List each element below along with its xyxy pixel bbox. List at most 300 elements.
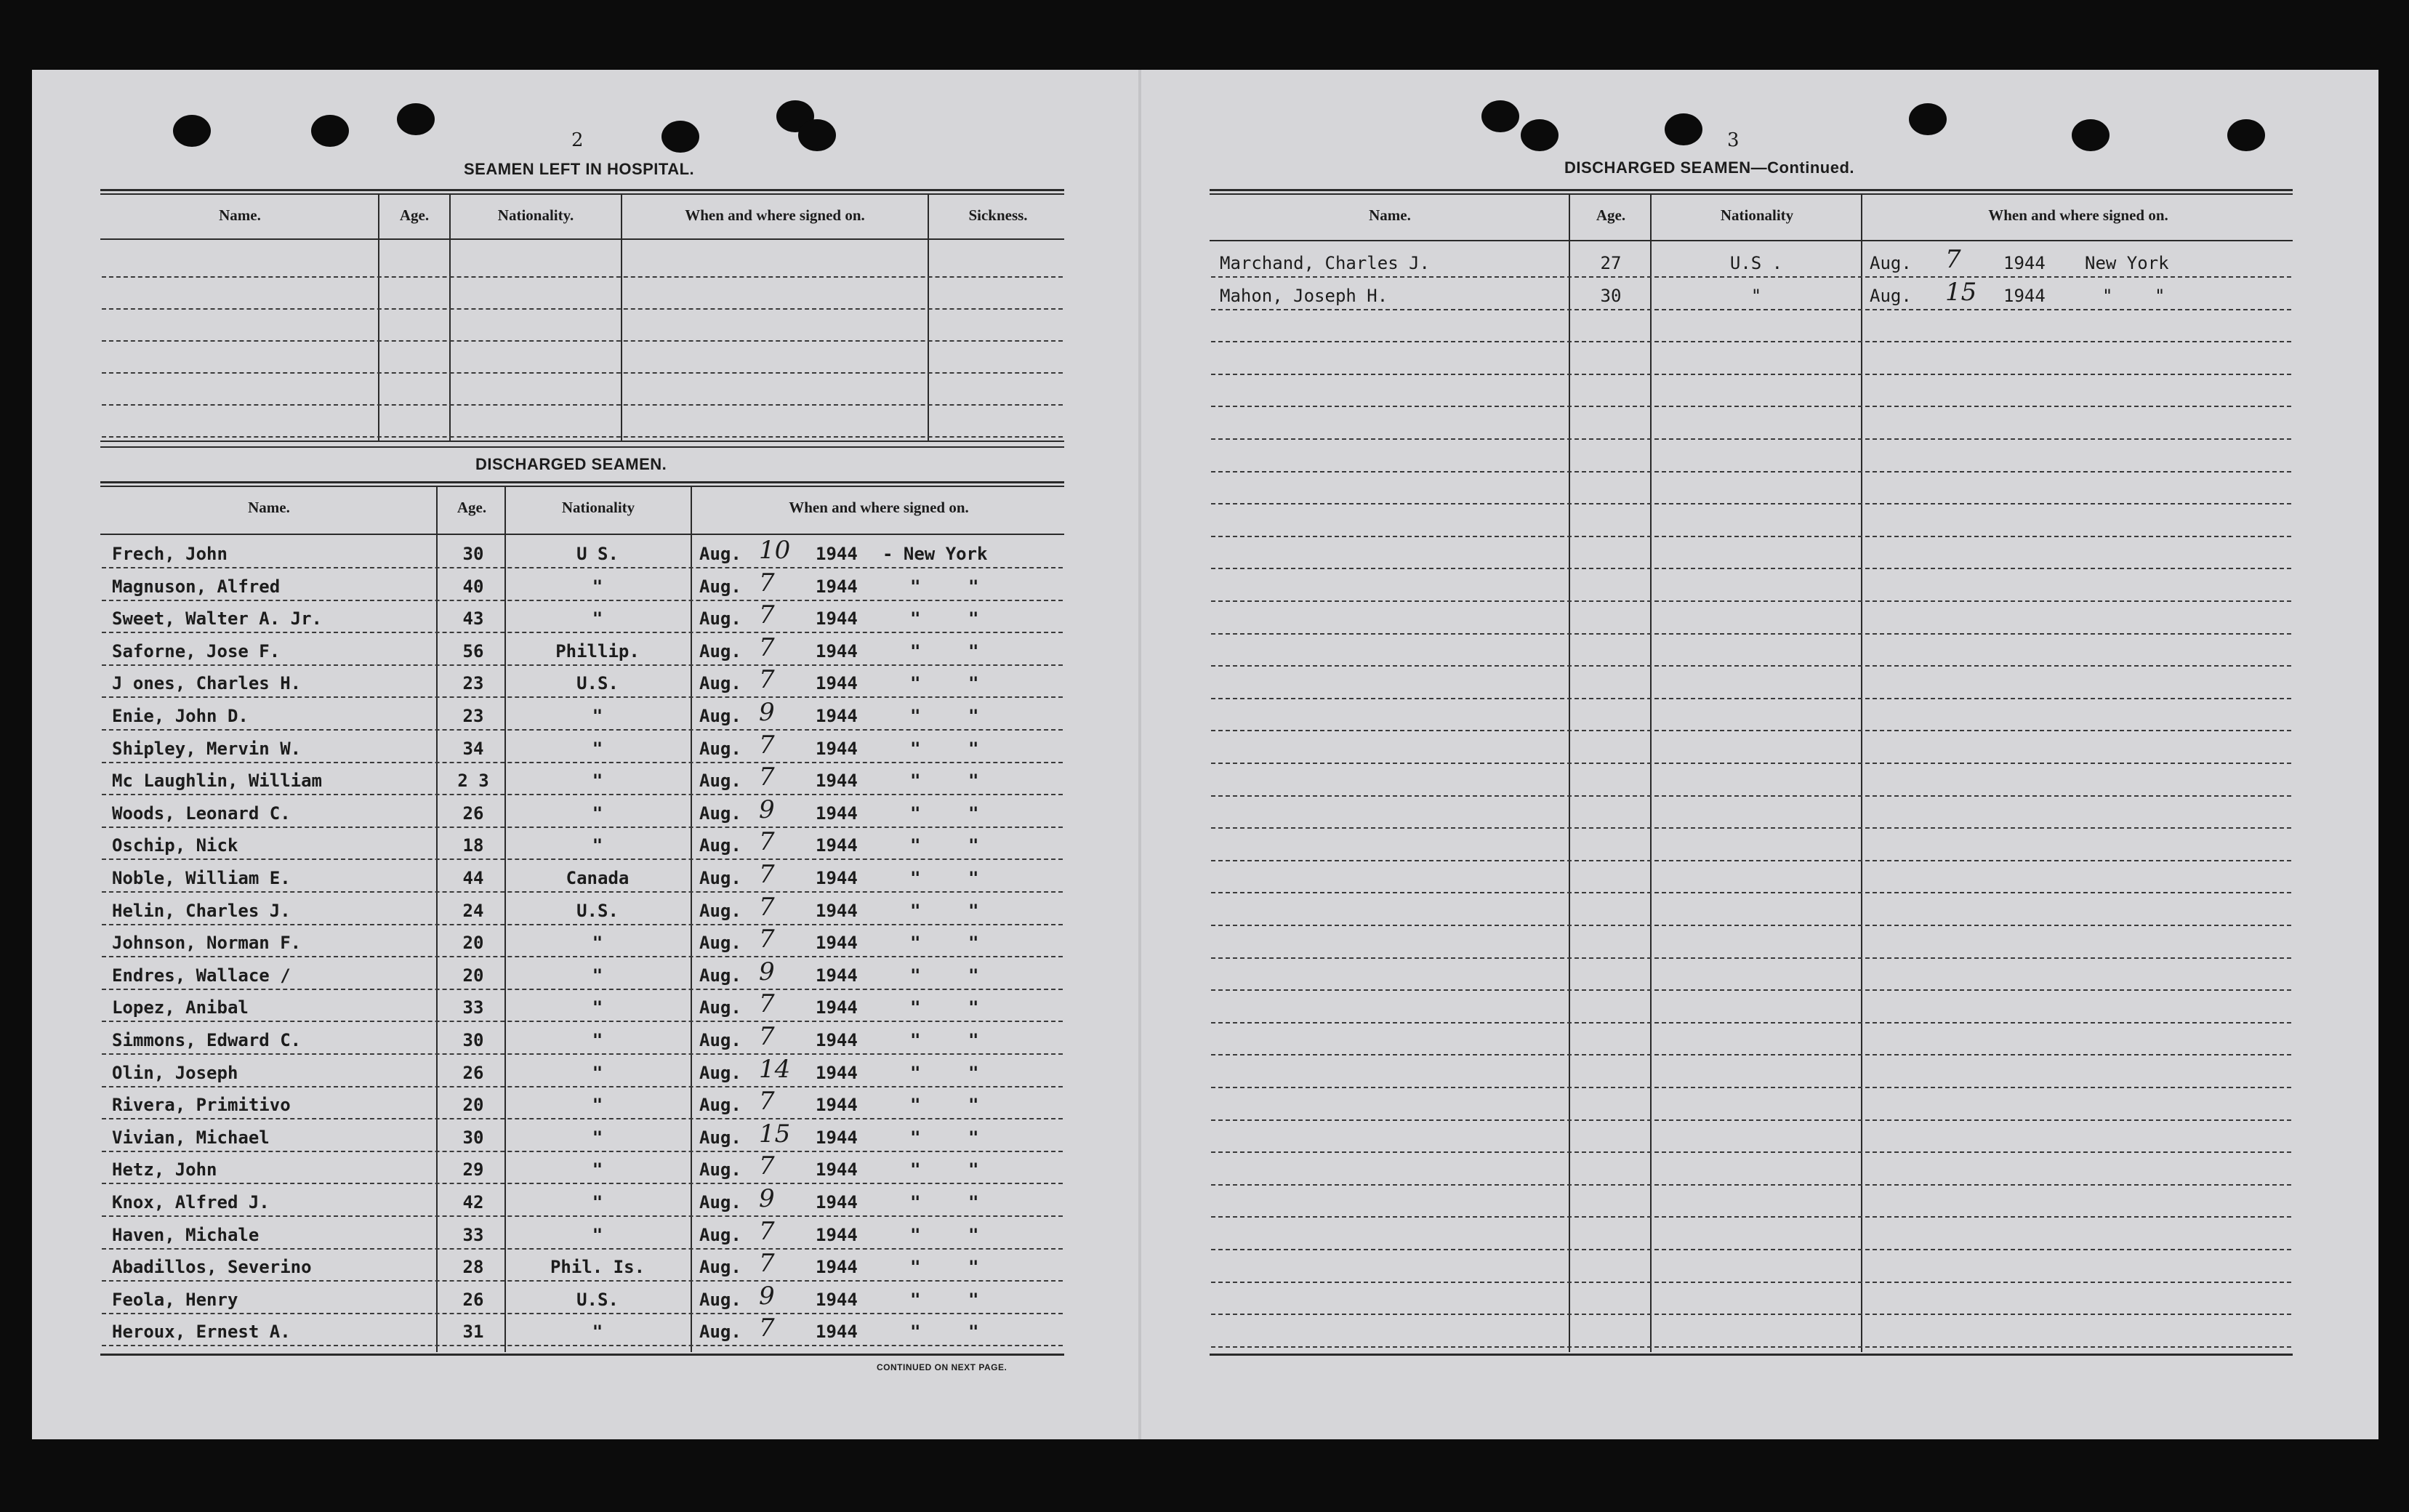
table-rule (100, 534, 1064, 535)
signed-on-year: 1944 (816, 997, 858, 1018)
dashed-row-line (1211, 860, 2291, 861)
hospital-col-nationality: Nationality. (497, 206, 574, 224)
signed-on-day: 7 (759, 731, 775, 760)
ditto-mark: " (968, 1322, 979, 1342)
ditto-mark: " (968, 901, 979, 921)
seaman-nationality: " (592, 771, 603, 791)
signed-on-month: Aug. (1870, 286, 1912, 306)
signed-on-day: 15 (1945, 278, 1977, 307)
dashed-row-line (1211, 1022, 2291, 1024)
seaman-nationality: " (592, 933, 603, 953)
signed-on-year: 1944 (2003, 286, 2046, 306)
signed-on-month: Aug. (699, 1127, 741, 1148)
dashed-row-line (1211, 730, 2291, 731)
seaman-age: 29 (462, 1159, 484, 1180)
dashed-row-line (1211, 503, 2291, 504)
ditto-mark: " (910, 1063, 921, 1083)
ditto-mark: " (910, 1159, 921, 1180)
seaman-name: Oschip, Nick (112, 835, 238, 856)
page-number: 2 (571, 129, 584, 151)
signed-on-month: Aug. (1870, 253, 1912, 273)
signed-on-year: 1944 (816, 1030, 858, 1050)
table-rule (100, 238, 1064, 240)
ditto-mark: " (968, 608, 979, 629)
dashed-row-line (1211, 1314, 2291, 1315)
ditto-mark: " (910, 641, 921, 662)
seaman-nationality: " (1750, 286, 1762, 306)
signed-on-year: 1944 (2003, 253, 2046, 273)
table-rule (100, 486, 1064, 487)
right-page (1141, 70, 2378, 1439)
dashed-row-line (1211, 1249, 2291, 1250)
hospital-col-age: Age. (399, 206, 430, 224)
seaman-name: Heroux, Ernest A. (112, 1322, 291, 1342)
dashed-row-line (102, 794, 1063, 795)
signed-on-day: 7 (1945, 245, 1961, 274)
signed-on-day: 9 (759, 1282, 775, 1311)
seaman-name: Enie, John D. (112, 706, 249, 726)
dashed-row-line (102, 1215, 1063, 1217)
seaman-nationality: " (592, 1030, 603, 1050)
seaman-name: Simmons, Edward C. (112, 1030, 302, 1050)
seaman-name: Olin, Joseph (112, 1063, 238, 1083)
seaman-age: 40 (462, 576, 484, 597)
seaman-age: 31 (462, 1322, 484, 1342)
seaman-nationality: U.S . (1729, 253, 1783, 273)
dashed-row-line (1211, 1184, 2291, 1186)
ditto-mark: " (968, 1290, 979, 1310)
ditto-mark: " (968, 1257, 979, 1277)
dashed-row-line (1211, 1282, 2291, 1283)
signed-on-month: Aug. (699, 1322, 741, 1342)
signed-on-year: 1944 (816, 1095, 858, 1115)
ditto-mark: " (968, 803, 979, 824)
signed-on-month: Aug. (699, 868, 741, 888)
ditto-mark: " (968, 1063, 979, 1083)
seaman-nationality: " (592, 1159, 603, 1180)
dashed-row-line (1211, 438, 2291, 440)
seaman-nationality: U S. (576, 544, 619, 564)
dashed-row-line (102, 567, 1063, 568)
signed-on-month: Aug. (699, 1257, 741, 1277)
signed-on-year: 1944 (816, 771, 858, 791)
dashed-row-line (102, 1345, 1063, 1346)
seaman-name: Feola, Henry (112, 1290, 238, 1310)
dashed-row-line (1211, 568, 2291, 569)
signed-on-month: Aug. (699, 706, 741, 726)
signed-on-day: 7 (759, 600, 775, 630)
seaman-name: Abadillos, Severino (112, 1257, 312, 1277)
seaman-name: Shipley, Mervin W. (112, 739, 302, 759)
seaman-age: 23 (462, 673, 484, 693)
signed-on-day: 15 (759, 1119, 791, 1149)
column-divider (1569, 195, 1570, 1352)
signed-on-month: Aug. (699, 835, 741, 856)
signed-on-month: Aug. (699, 997, 741, 1018)
dashed-row-line (102, 762, 1063, 763)
table-rule (1210, 1354, 2293, 1356)
seaman-nationality: " (592, 835, 603, 856)
hospital-col-signed-on: When and where signed on. (685, 206, 865, 224)
signed-on-month: Aug. (699, 933, 741, 953)
dashed-row-line (102, 1280, 1063, 1282)
ditto-mark: " (910, 771, 921, 791)
signed-on-month: Aug. (699, 1095, 741, 1115)
ditto-mark: " (910, 1290, 921, 1310)
dashed-row-line (1211, 763, 2291, 764)
seaman-age: 24 (462, 901, 484, 921)
signed-on-day: 7 (759, 665, 775, 694)
seaman-age: 26 (462, 803, 484, 824)
dashed-row-line (1211, 309, 2291, 310)
discharged-col-name: Name. (248, 499, 290, 516)
ditto-mark: " (2102, 286, 2113, 306)
dashed-row-line (1211, 276, 2291, 278)
seaman-name: Hetz, John (112, 1159, 217, 1180)
signed-on-day: 7 (759, 763, 775, 792)
column-divider (504, 486, 506, 1352)
signed-on-day: 14 (759, 1055, 791, 1084)
column-divider (1650, 195, 1652, 1352)
signed-on-month: Aug. (699, 901, 741, 921)
seaman-age: 44 (462, 868, 484, 888)
seaman-name: Saforne, Jose F. (112, 641, 281, 662)
signed-on-day: 7 (759, 827, 775, 856)
seaman-age: 28 (462, 1257, 484, 1277)
dashed-row-line (1211, 827, 2291, 829)
right-col-nationality: Nationality (1720, 206, 1794, 224)
seaman-age: 20 (462, 965, 484, 986)
signed-on-year: 1944 (816, 641, 858, 662)
seaman-nationality: " (592, 1192, 603, 1213)
dashed-row-line (102, 600, 1063, 601)
signed-on-month: Aug. (699, 544, 741, 564)
signed-on-year: 1944 (816, 1159, 858, 1180)
table-rule (100, 193, 1064, 195)
dashed-row-line (1211, 1346, 2291, 1348)
seaman-age: 20 (462, 933, 484, 953)
ditto-mark: " (968, 739, 979, 759)
hospital-col-sickness: Sickness. (968, 206, 1028, 224)
signed-on-year: 1944 (816, 803, 858, 824)
dashed-row-line (102, 989, 1063, 990)
dashed-row-line (1211, 406, 2291, 407)
ditto-mark: " (910, 1322, 921, 1342)
seaman-age: 33 (462, 997, 484, 1018)
punch-hole (1665, 113, 1702, 145)
discharged-col-age: Age. (457, 499, 487, 516)
seaman-nationality: " (592, 706, 603, 726)
ditto-mark: " (910, 1127, 921, 1148)
dashed-row-line (1211, 795, 2291, 797)
dashed-row-line (102, 404, 1063, 406)
page-number: 3 (1727, 129, 1740, 151)
punch-hole (2072, 119, 2110, 151)
dashed-row-line (102, 1086, 1063, 1087)
signed-on-day: 7 (759, 1249, 775, 1278)
dashed-row-line (102, 729, 1063, 731)
seaman-nationality: Phillip. (555, 641, 640, 662)
ditto-mark: " (910, 1192, 921, 1213)
seaman-nationality: " (592, 1095, 603, 1115)
seaman-name: Woods, Leonard C. (112, 803, 291, 824)
ditto-mark: " (968, 771, 979, 791)
ditto-mark: " (910, 1225, 921, 1245)
ditto-mark: " (968, 1030, 979, 1050)
ditto-mark: " (968, 1095, 979, 1115)
ditto-mark: " (910, 933, 921, 953)
punch-hole (397, 103, 435, 135)
seaman-nationality: Canada (566, 868, 630, 888)
discharged-col-signed-on: When and where signed on. (789, 499, 969, 516)
signed-on-year: 1944 (816, 706, 858, 726)
table-rule (100, 446, 1064, 448)
signed-on-year: 1944 (816, 1290, 858, 1310)
dashed-row-line (102, 696, 1063, 698)
signed-on-year: 1944 (816, 933, 858, 953)
dashed-row-line (102, 276, 1063, 278)
signed-on-month: Aug. (699, 641, 741, 662)
dashed-row-line (1211, 1151, 2291, 1153)
right-col-signed-on: When and where signed on. (1988, 206, 2168, 224)
table-rule (100, 1354, 1064, 1356)
signed-on-day: 7 (759, 893, 775, 922)
signed-on-year: 1944 (816, 608, 858, 629)
signed-on-day: 7 (759, 925, 775, 954)
ditto-mark: " (968, 933, 979, 953)
signed-on-year: 1944 (816, 868, 858, 888)
ditto-mark: " (910, 965, 921, 986)
signed-on-year: 1944 (816, 901, 858, 921)
column-divider (1861, 195, 1862, 1352)
ditto-mark: " (910, 803, 921, 824)
seaman-age: 20 (462, 1095, 484, 1115)
discharged-col-nationality: Nationality (561, 499, 635, 516)
signed-on-day: 7 (759, 1217, 775, 1246)
dashed-row-line (102, 1053, 1063, 1055)
ditto-mark: " (2155, 286, 2165, 306)
dashed-row-line (102, 1183, 1063, 1184)
seaman-name: Mc Laughlin, William (112, 771, 322, 791)
dashed-row-line (1211, 341, 2291, 342)
seaman-age: 30 (462, 1127, 484, 1148)
signed-on-year: 1944 (816, 1127, 858, 1148)
seaman-age: 2 3 (457, 771, 489, 791)
ditto-mark: " (910, 1030, 921, 1050)
hospital-col-name: Name. (219, 206, 261, 224)
seaman-nationality: " (592, 997, 603, 1018)
seaman-nationality: U.S. (576, 901, 619, 921)
ditto-mark: " (968, 997, 979, 1018)
ditto-mark: " (910, 576, 921, 597)
right-col-name: Name. (1369, 206, 1411, 224)
signed-on-month: Aug. (699, 1192, 741, 1213)
signed-on-month: Aug. (699, 803, 741, 824)
dashed-row-line (1211, 925, 2291, 926)
seaman-age: 27 (1600, 253, 1622, 273)
discharged-continued-heading: DISCHARGED SEAMEN—Continued. (1564, 158, 1854, 177)
discharged-heading: DISCHARGED SEAMEN. (475, 455, 667, 473)
signed-on-month: Aug. (699, 1290, 741, 1310)
seaman-nationality: " (592, 576, 603, 597)
punch-hole (661, 121, 699, 153)
dashed-row-line (102, 436, 1063, 438)
column-divider (691, 486, 692, 1352)
seaman-name: J ones, Charles H. (112, 673, 302, 693)
signed-on-month: Aug. (699, 576, 741, 597)
signed-on-place: - New York (882, 544, 988, 564)
signed-on-month: Aug. (699, 965, 741, 986)
ditto-mark: " (910, 997, 921, 1018)
dashed-row-line (102, 956, 1063, 957)
signed-on-day: 9 (759, 1184, 775, 1213)
punch-hole (173, 115, 211, 147)
ditto-mark: " (968, 1225, 979, 1245)
dashed-row-line (102, 924, 1063, 925)
continued-note: CONTINUED ON NEXT PAGE. (877, 1362, 1008, 1372)
seaman-nationality: " (592, 965, 603, 986)
seaman-nationality: U.S. (576, 1290, 619, 1310)
ditto-mark: " (910, 706, 921, 726)
seaman-age: 34 (462, 739, 484, 759)
ditto-mark: " (968, 868, 979, 888)
signed-on-month: Aug. (699, 1225, 741, 1245)
dashed-row-line (102, 827, 1063, 828)
ditto-mark: " (968, 673, 979, 693)
dashed-row-line (1211, 1216, 2291, 1218)
signed-on-day: 7 (759, 633, 775, 662)
dashed-row-line (1211, 1119, 2291, 1121)
dashed-row-line (102, 1313, 1063, 1314)
seaman-nationality: U.S. (576, 673, 619, 693)
seaman-nationality: " (592, 608, 603, 629)
signed-on-year: 1944 (816, 1322, 858, 1342)
seaman-name: Sweet, Walter A. Jr. (112, 608, 322, 629)
dashed-row-line (102, 340, 1063, 342)
signed-on-year: 1944 (816, 1257, 858, 1277)
dashed-row-line (1211, 1087, 2291, 1088)
table-rule (100, 481, 1064, 483)
seaman-age: 23 (462, 706, 484, 726)
signed-on-month: Aug. (699, 1159, 741, 1180)
signed-on-day: 9 (759, 957, 775, 986)
seaman-nationality: " (592, 803, 603, 824)
dashed-row-line (102, 632, 1063, 633)
dashed-row-line (1211, 957, 2291, 959)
dashed-row-line (1211, 989, 2291, 991)
ditto-mark: " (910, 901, 921, 921)
signed-on-day: 10 (759, 536, 791, 565)
dashed-row-line (1211, 892, 2291, 893)
signed-on-day: 7 (759, 860, 775, 889)
signed-on-year: 1944 (816, 544, 858, 564)
dashed-row-line (102, 891, 1063, 893)
table-rule (100, 441, 1064, 442)
dashed-row-line (1211, 600, 2291, 602)
dashed-row-line (102, 858, 1063, 860)
ditto-mark: " (968, 576, 979, 597)
punch-hole (1521, 119, 1559, 151)
signed-on-day: 9 (759, 795, 775, 824)
dashed-row-line (1211, 698, 2291, 699)
signed-on-year: 1944 (816, 576, 858, 597)
seaman-age: 30 (1600, 286, 1622, 306)
seaman-name: Helin, Charles J. (112, 901, 291, 921)
dashed-row-line (102, 372, 1063, 374)
seaman-name: Magnuson, Alfred (112, 576, 281, 597)
signed-on-month: Aug. (699, 739, 741, 759)
dashed-row-line (102, 1118, 1063, 1119)
seaman-nationality: " (592, 1127, 603, 1148)
seaman-age: 30 (462, 544, 484, 564)
signed-on-year: 1944 (816, 739, 858, 759)
seaman-nationality: " (592, 739, 603, 759)
seaman-nationality: " (592, 1225, 603, 1245)
signed-on-month: Aug. (699, 771, 741, 791)
table-rule (1210, 240, 2293, 241)
ditto-mark: " (968, 706, 979, 726)
dashed-row-line (1211, 374, 2291, 375)
seaman-nationality: " (592, 1322, 603, 1342)
signed-on-day: 7 (759, 1022, 775, 1051)
signed-on-day: 9 (759, 698, 775, 727)
seaman-name: Endres, Wallace / (112, 965, 291, 986)
seaman-name: Mahon, Joseph H. (1220, 286, 1388, 306)
seaman-name: Knox, Alfred J. (112, 1192, 270, 1213)
signed-on-place: New York (2085, 253, 2169, 273)
signed-on-year: 1944 (816, 1192, 858, 1213)
dashed-row-line (102, 1021, 1063, 1022)
seaman-name: Marchand, Charles J. (1220, 253, 1430, 273)
ditto-mark: " (910, 1095, 921, 1115)
signed-on-month: Aug. (699, 1063, 741, 1083)
dashed-row-line (102, 1151, 1063, 1152)
seaman-age: 26 (462, 1063, 484, 1083)
dashed-row-line (102, 308, 1063, 310)
signed-on-month: Aug. (699, 673, 741, 693)
ditto-mark: " (910, 835, 921, 856)
signed-on-year: 1944 (816, 835, 858, 856)
signed-on-day: 7 (759, 989, 775, 1018)
ditto-mark: " (910, 739, 921, 759)
signed-on-year: 1944 (816, 965, 858, 986)
table-rule (100, 189, 1064, 191)
seaman-name: Haven, Michale (112, 1225, 260, 1245)
seaman-name: Vivian, Michael (112, 1127, 270, 1148)
hospital-heading: SEAMEN LEFT IN HOSPITAL. (464, 160, 695, 178)
ditto-mark: " (968, 1192, 979, 1213)
punch-hole (311, 115, 349, 147)
seaman-age: 56 (462, 641, 484, 662)
signed-on-month: Aug. (699, 608, 741, 629)
ditto-mark: " (910, 1257, 921, 1277)
signed-on-day: 7 (759, 1314, 775, 1343)
ditto-mark: " (968, 641, 979, 662)
ditto-mark: " (968, 965, 979, 986)
seaman-name: Rivera, Primitivo (112, 1095, 291, 1115)
punch-hole (1909, 103, 1947, 135)
ditto-mark: " (968, 1127, 979, 1148)
seaman-age: 33 (462, 1225, 484, 1245)
column-divider (436, 486, 438, 1352)
punch-hole (2227, 119, 2265, 151)
ditto-mark: " (968, 1159, 979, 1180)
ditto-mark: " (968, 835, 979, 856)
dashed-row-line (102, 1248, 1063, 1250)
ditto-mark: " (910, 608, 921, 629)
signed-on-year: 1944 (816, 1063, 858, 1083)
seaman-age: 30 (462, 1030, 484, 1050)
